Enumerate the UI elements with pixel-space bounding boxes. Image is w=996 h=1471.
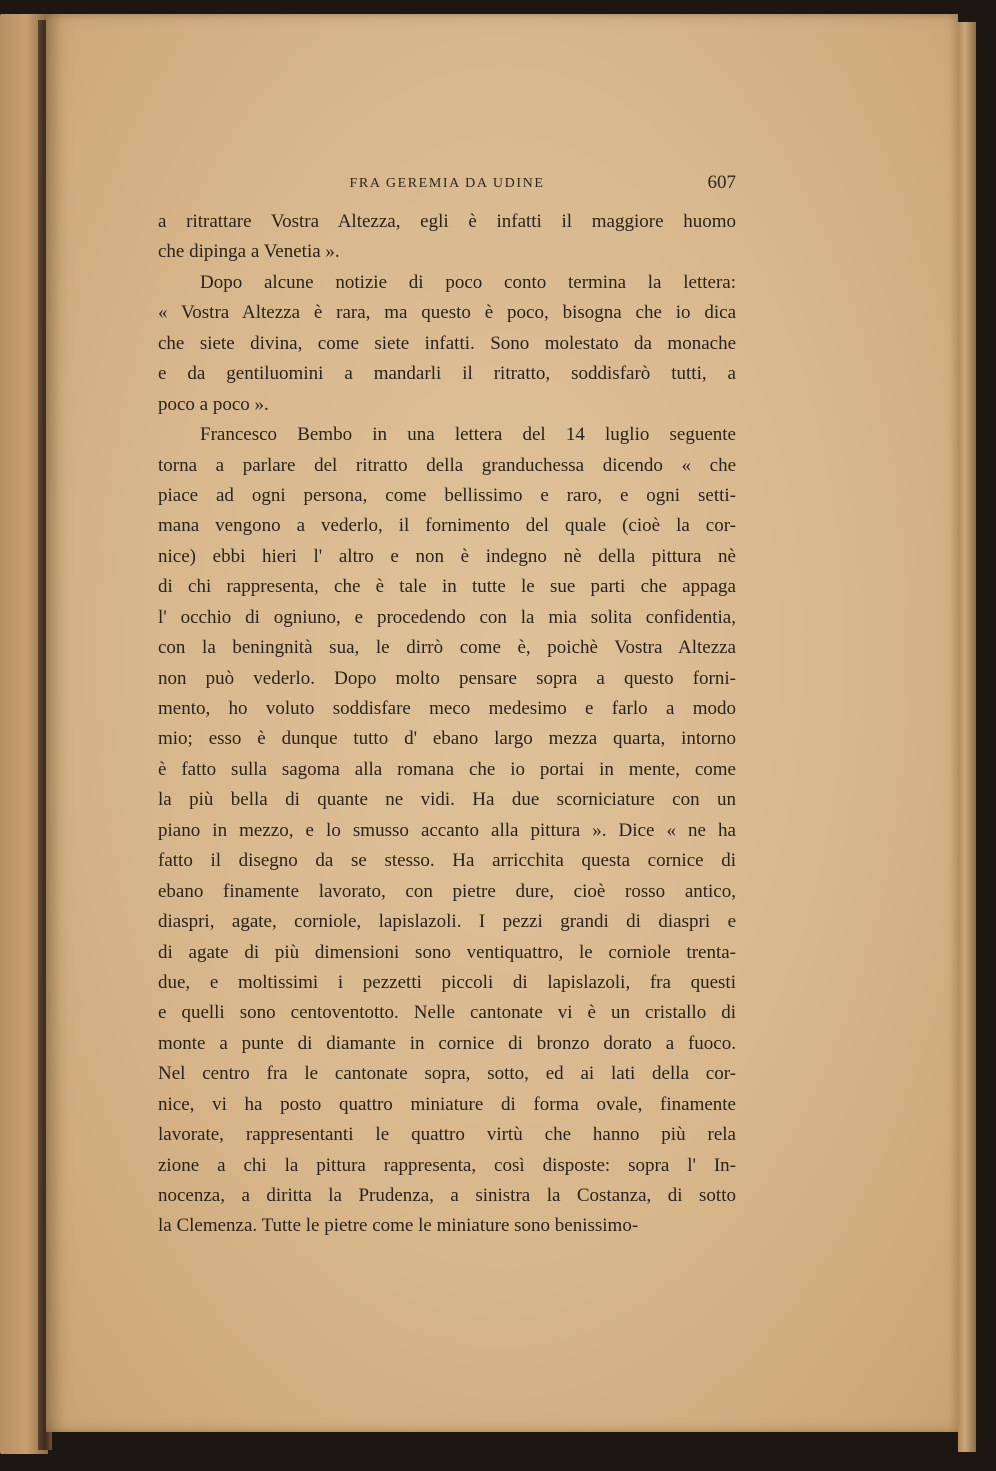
running-head: FRA GEREMIA DA UDINE [349, 176, 545, 191]
body-text [158, 207, 736, 1242]
text-line: Dopo alcune notizie di poco conto termina la lettera: [200, 271, 736, 293]
text-line: mento, ho voluto soddisfare meco medesimo e farlo a modo [158, 698, 736, 719]
text-line: « Vostra Altezza è rara, ma questo è poco, bisogna che io dica [158, 302, 736, 324]
text-line: nice) ebbi hieri l' altro e non è indegno nè della pittura nè [158, 545, 736, 567]
page-number: 607 [707, 172, 736, 193]
text-line: Francesco Bembo in una lettera del 14 luglio seguente [200, 424, 736, 446]
text-line: la più bella di quante ne vidi. Ha due scorniciature con un [158, 789, 736, 811]
text-line: e da gentiluomini a mandarli il ritratto, soddisfarò tutti, a [158, 363, 736, 385]
text-line: lavorate, rappresentanti le quattro virtù che hanno più rela [158, 1124, 736, 1146]
text-line: a ritrattare Vostra Altezza, egli è infatti il maggiore huomo [158, 211, 736, 232]
text-line: Nel centro fra le cantonate sopra, sotto, ed ai lati della cor- [158, 1063, 736, 1085]
text-line: monte a punte di diamante in cornice di bronzo dorato a fuoco. [158, 1032, 736, 1054]
text-line: la Clemenza. Tutte le pietre come le miniature sono benissimo- [158, 1215, 639, 1237]
text-line: piano in mezzo, e lo smusso accanto alla pittura ». Dice « ne ha [158, 819, 736, 841]
text-line: di chi rappresenta, che è tale in tutte le sue parti che appaga [158, 576, 736, 598]
text-line: diaspri, agate, corniole, lapislazoli. I pezzi grandi di diaspri e [158, 911, 736, 933]
text-line: e quelli sono centoventotto. Nelle cantonate vi è un cristallo di [158, 1002, 736, 1024]
text-line: poco a poco ». [158, 393, 269, 415]
text-line: mio; esso è dunque tutto d' ebano largo mezza quarta, intorno [158, 728, 736, 750]
text-line: mana vengono a vederlo, il fornimento del quale (cioè la cor- [158, 515, 736, 537]
text-line: l' occhio di ogniuno, e procedendo con la mia solita confidentia, [158, 606, 736, 628]
text-line: che dipinga a Venetia ». [158, 241, 340, 263]
text-line: non può vederlo. Dopo molto pensare sopra a questo forni- [158, 667, 736, 689]
text-line: con la beningnità sua, le dirrò come è, poichè Vostra Altezza [158, 637, 736, 659]
text-line: torna a parlare del ritratto della granduchessa dicendo « che [158, 454, 736, 476]
text-line: nocenza, a diritta la Prudenza, a sinistra la Costanza, di sotto [158, 1185, 736, 1206]
text-line: due, e moltissimi i pezzetti piccoli di lapislazoli, fra questi [158, 971, 736, 993]
text-line: zione a chi la pittura rappresenta, così disposte: sopra l' In- [158, 1154, 736, 1176]
page-stack-edge [958, 22, 976, 1452]
text-line: piace ad ogni persona, come bellissimo e raro, e ogni setti- [158, 484, 736, 506]
text-line: di agate di più dimensioni sono ventiquattro, le corniole trenta- [158, 941, 736, 963]
page-header [158, 172, 736, 198]
text-line: che siete divina, come siete infatti. Sono molestato da monache [158, 332, 736, 354]
text-line: fatto il disegno da se stesso. Ha arricchita questa cornice di [158, 850, 736, 872]
text-line: è fatto sulla sagoma alla romana che io portai in mente, come [158, 758, 736, 780]
text-line: nice, vi ha posto quattro miniature di forma ovale, finamente [158, 1093, 736, 1115]
text-line: ebano finamente lavorato, con pietre dure, cioè rosso antico, [158, 880, 736, 902]
